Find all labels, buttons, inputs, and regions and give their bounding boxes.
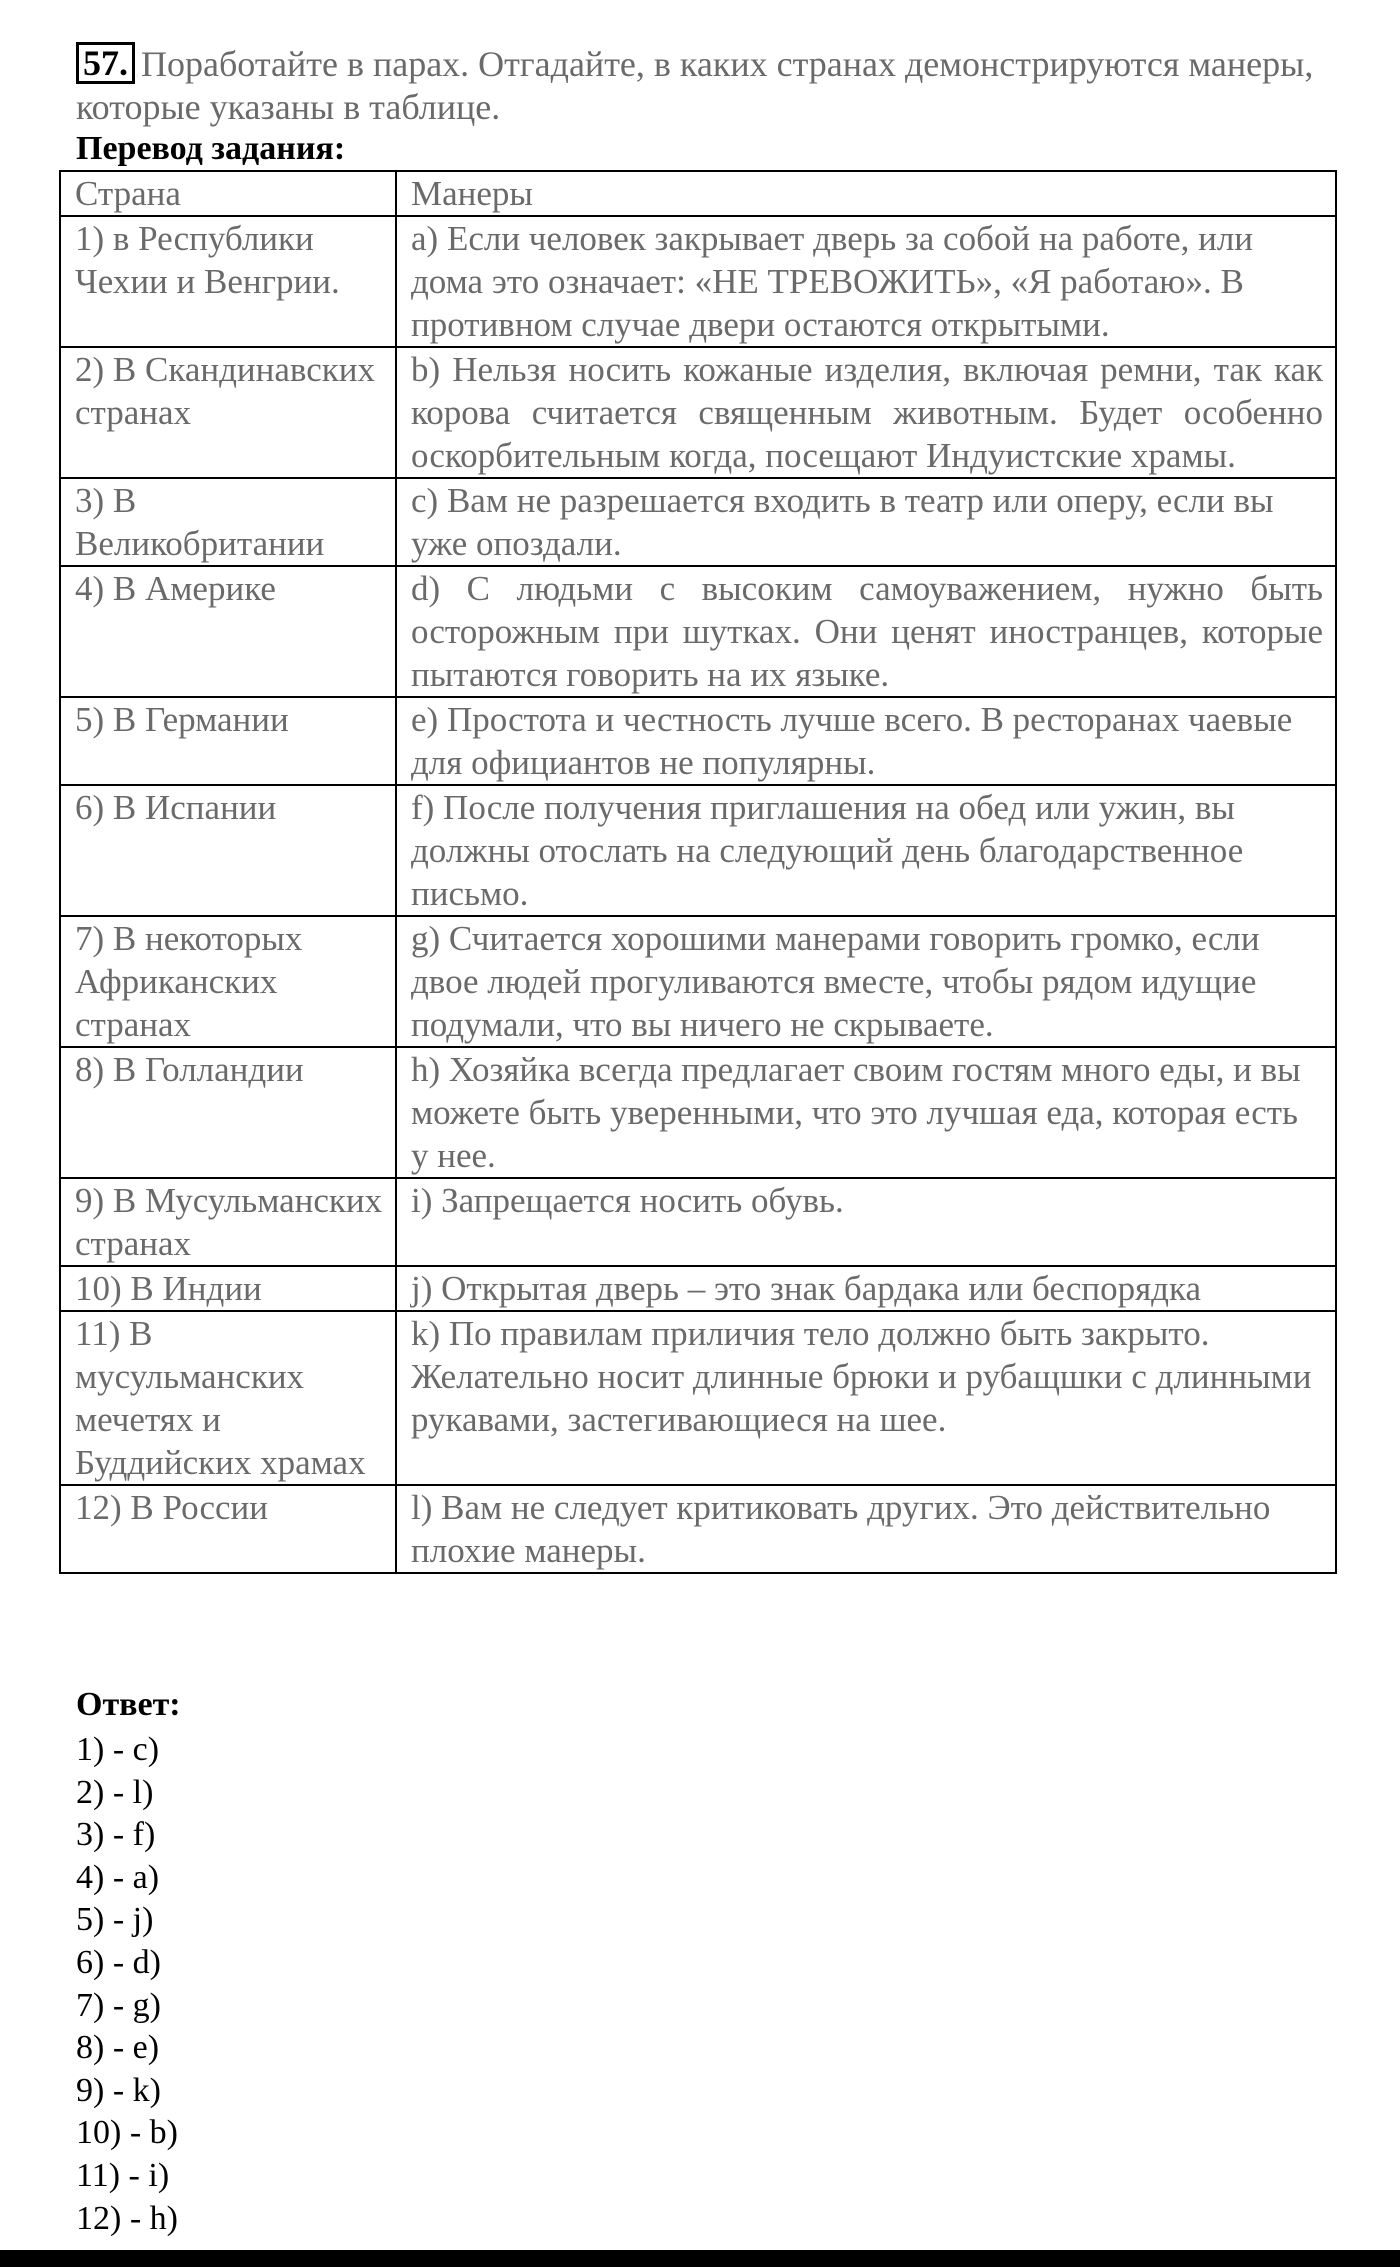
country-cell: 9) В Мусульманских странах bbox=[60, 1178, 396, 1266]
table-row bbox=[60, 1266, 1336, 1311]
bottom-border-bar bbox=[0, 2250, 1400, 2267]
answer-item: 5) - j) bbox=[76, 1901, 154, 1939]
table-row bbox=[60, 216, 1336, 347]
manner-cell: k) По правилам приличия тело должно быть закрыто. Желательно носит длинные брюки и рубащшки с длинными рукавами, застегивающиеся на шее. bbox=[396, 1311, 1336, 1485]
table-row bbox=[60, 347, 1336, 478]
answer-item: 3) - f) bbox=[76, 1816, 156, 1854]
task-text bbox=[76, 42, 1336, 129]
table-row bbox=[60, 697, 1336, 785]
country-cell: 4) В Америке bbox=[60, 566, 396, 697]
manner-cell: j) Открытая дверь – это знак бардака или беспорядка bbox=[396, 1266, 1336, 1311]
country-cell: 1) в Республики Чехии и Венгрии. bbox=[60, 216, 396, 347]
answer-item: 4) - a) bbox=[76, 1858, 160, 1896]
manners-table bbox=[59, 170, 1337, 1574]
task-number: 57. bbox=[76, 42, 135, 84]
country-cell: 10) В Индии bbox=[60, 1266, 396, 1311]
country-cell: 3) В Великобритании bbox=[60, 478, 396, 566]
answer-item: 1) - c) bbox=[76, 1731, 160, 1768]
answer-item: 9) - k) bbox=[76, 2071, 161, 2109]
country-cell: 11) В мусульманских мечетях и Буддийских храмах bbox=[60, 1311, 396, 1485]
table-row bbox=[60, 1311, 1336, 1485]
table-row bbox=[60, 566, 1336, 697]
country-cell: 8) В Голландии bbox=[60, 1047, 396, 1178]
translation-heading: Перевод задания: bbox=[76, 130, 346, 167]
manner-cell: f) После получения приглашения на обед или ужин, вы должны отослать на следующий день благодарственное письмо. bbox=[396, 785, 1336, 916]
table-row bbox=[60, 1485, 1336, 1573]
table-row bbox=[60, 478, 1336, 566]
country-cell: 5) В Германии bbox=[60, 697, 396, 785]
manner-cell: d) С людьми с высоким самоуважением, нужно быть осторожным при шутках. Они ценят иностранцев, которые пытаются говорить на их языке. bbox=[396, 566, 1336, 697]
column-header-manners: Манеры bbox=[396, 171, 1336, 216]
manner-cell: a) Если человек закрывает дверь за собой на работе, или дома это означает: «НЕ ТРЕВОЖИТЬ», «Я работаю». В противном случае двери остаются открытыми. bbox=[396, 216, 1336, 347]
answer-item: 6) - d) bbox=[76, 1943, 161, 1981]
country-cell: 2) В Скандинавских странах bbox=[60, 347, 396, 478]
table-row bbox=[60, 916, 1336, 1047]
country-cell: 6) В Испании bbox=[60, 785, 396, 916]
manner-cell: e) Простота и честность лучше всего. В ресторанах чаевые для официантов не популярны. bbox=[396, 697, 1336, 785]
answer-item: 7) - g) bbox=[76, 1986, 161, 2024]
table-header-row bbox=[60, 171, 1336, 216]
answer-list bbox=[76, 1729, 178, 2240]
answer-item: 12) - h) bbox=[76, 2199, 178, 2237]
answer-item: 8) - e) bbox=[76, 2029, 160, 2067]
manner-cell: i) Запрещается носить обувь. bbox=[396, 1178, 1336, 1266]
manner-cell: b) Нельзя носить кожаные изделия, включая ремни, так как корова считается священным животным. Будет особенно оскорбительным когда, посещают Индуистские храмы. bbox=[396, 347, 1336, 478]
answer-item: 11) - i) bbox=[76, 2156, 170, 2194]
answer-item: 2) - l) bbox=[76, 1773, 154, 1811]
column-header-country: Страна bbox=[60, 171, 396, 216]
country-cell: 7) В некоторых Африканских странах bbox=[60, 916, 396, 1047]
manner-cell: h) Хозяйка всегда предлагает своим гостям много еды, и вы можете быть уверенными, что это лучшая еда, которая есть у нее. bbox=[396, 1047, 1336, 1178]
answer-heading: Ответ: bbox=[76, 1686, 181, 1723]
task-instruction: Поработайте в парах. Отгадайте, в каких странах демонстрируются манеры, которые указаны в таблице. bbox=[76, 44, 1314, 127]
table-row bbox=[60, 785, 1336, 916]
table-row bbox=[60, 1047, 1336, 1178]
table-row bbox=[60, 1178, 1336, 1266]
manner-cell: g) Считается хорошими манерами говорить громко, если двое людей прогуливаются вместе, чтобы рядом идущие подумали, что вы ничего не скрываете. bbox=[396, 916, 1336, 1047]
country-cell: 12) В России bbox=[60, 1485, 396, 1573]
manner-cell: c) Вам не разрешается входить в театр или оперу, если вы уже опоздали. bbox=[396, 478, 1336, 566]
answer-item: 10) - b) bbox=[76, 2114, 178, 2152]
manner-cell: l) Вам не следует критиковать других. Это действительно плохие манеры. bbox=[396, 1485, 1336, 1573]
